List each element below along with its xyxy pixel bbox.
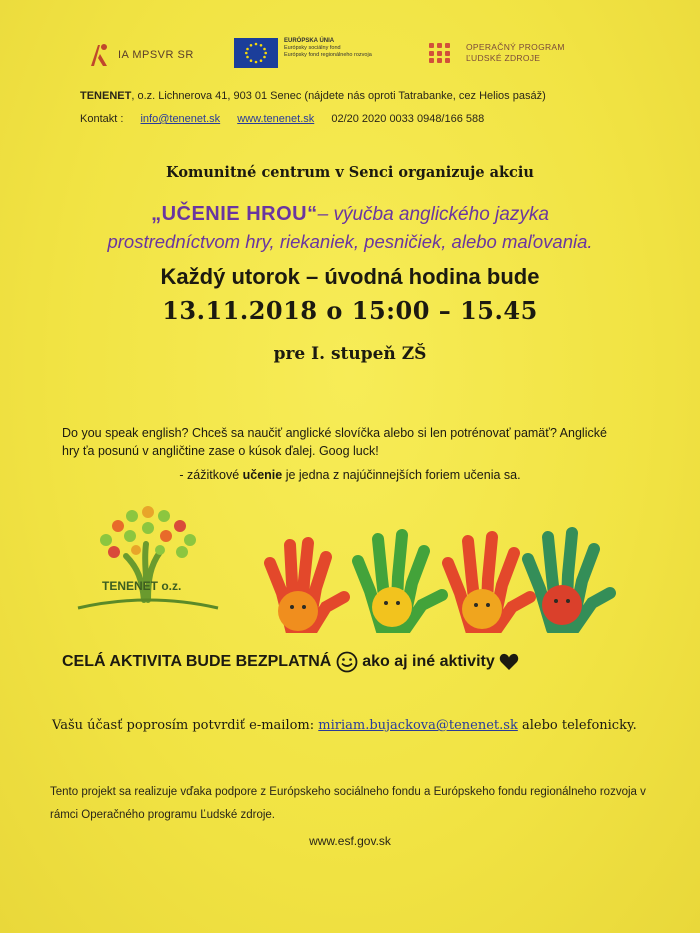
event-date: 13.11.2018 o 15:00 – 15.45: [162, 296, 538, 325]
confirm-post: alebo telefonicky.: [517, 718, 637, 733]
org-name: TENENET: [80, 90, 132, 102]
intro-text: Do you speak english? Chceš sa naučiť anglické slovíčka alebo si len potrénovať pamäť? Anglické hry ťa posunú v angličtine zase o kúsok ďalej. Goog luck!: [62, 426, 607, 458]
op-logo: [428, 42, 565, 64]
event-title-rest: – výučba anglického jazyka: [317, 204, 549, 225]
tree-logo-label: TENENET o.z.: [102, 579, 182, 593]
op-line-2: ĽUDSKÉ ZDROJE: [466, 53, 541, 63]
eu-line-1: EURÓPSKA ÚNIA: [284, 38, 335, 44]
ia-logo-text: IA MPSVR SR: [118, 49, 194, 61]
free-activity-line: [62, 651, 662, 673]
event-title-bold: „UČENIE HROU“: [151, 203, 318, 225]
partner-logos: [88, 38, 608, 78]
smile-icon: [336, 651, 358, 673]
op-dots-icon: [428, 42, 456, 64]
op-logo-text: [466, 42, 565, 64]
ia-mpsvr-logo: [88, 42, 194, 68]
note-pre: - zážitkové: [179, 468, 243, 482]
contact-web-link[interactable]: www.tenenet.sk: [237, 113, 315, 125]
free-activity-text: CELÁ AKTIVITA BUDE BEZPLATNÁ: [62, 653, 332, 671]
eu-logo-text: [284, 38, 372, 59]
note-bold: učenie: [242, 468, 283, 482]
address-text: , o.z. Lichnerova 41, 903 01 Senec (nájdete nás oproti Tatrabanke, cez Helios pasáž): [131, 90, 546, 102]
ia-mark-icon: [88, 42, 110, 68]
painted-hands-image: [252, 513, 632, 633]
contact-email-link[interactable]: info@tenenet.sk: [140, 113, 221, 125]
free-activity-rest: ako aj iné aktivity: [362, 653, 495, 671]
contact-phones: 02/20 2020 0033 0948/166 588: [331, 113, 485, 125]
op-line-1: OPERAČNÝ PROGRAM: [466, 42, 565, 52]
note-post: je jedna z najúčinnejších foriem učenia sa.: [282, 468, 521, 482]
hands-illustration: [252, 513, 632, 633]
tenenet-tree-logo: [68, 500, 228, 620]
eu-logo: [234, 38, 372, 68]
confirm-email-link[interactable]: miriam.bujackova@tenenet.sk: [318, 718, 518, 733]
learning-note: [40, 468, 660, 482]
eu-line-2: Európsky sociálny fond: [284, 45, 341, 51]
target-grade: pre I. stupeň ZŠ: [273, 344, 427, 364]
contact-label: Kontakt :: [80, 113, 124, 125]
confirm-pre: Vašu účasť poprosím potvrdiť e-mailom:: [52, 718, 319, 733]
address-line: [80, 90, 546, 102]
contact-line: [80, 113, 498, 125]
event-subtitle: prostredníctvom hry, riekaniek, pesničiek, alebo maľovania.: [107, 231, 593, 252]
tree-illustration: [68, 500, 228, 620]
eu-flag-icon: [234, 38, 278, 68]
esf-url[interactable]: www.esf.gov.sk: [309, 834, 391, 848]
project-funding-text: Tento projekt sa realizuje vďaka podpore z Európskeho sociálneho fondu a Európskeho fondu regionálneho rozvoja v rámci Operačného programu Ľudské zdroje.: [50, 786, 646, 821]
event-title: [40, 203, 660, 226]
schedule-line: Každý utorok – úvodná hodina bude: [160, 264, 540, 289]
heart-icon: [499, 653, 519, 671]
eu-line-3: Európsky fond regionálneho rozvoja: [284, 52, 372, 58]
organizer-line: Komunitné centrum v Senci organizuje akciu: [166, 164, 534, 181]
confirm-line: [52, 718, 637, 733]
